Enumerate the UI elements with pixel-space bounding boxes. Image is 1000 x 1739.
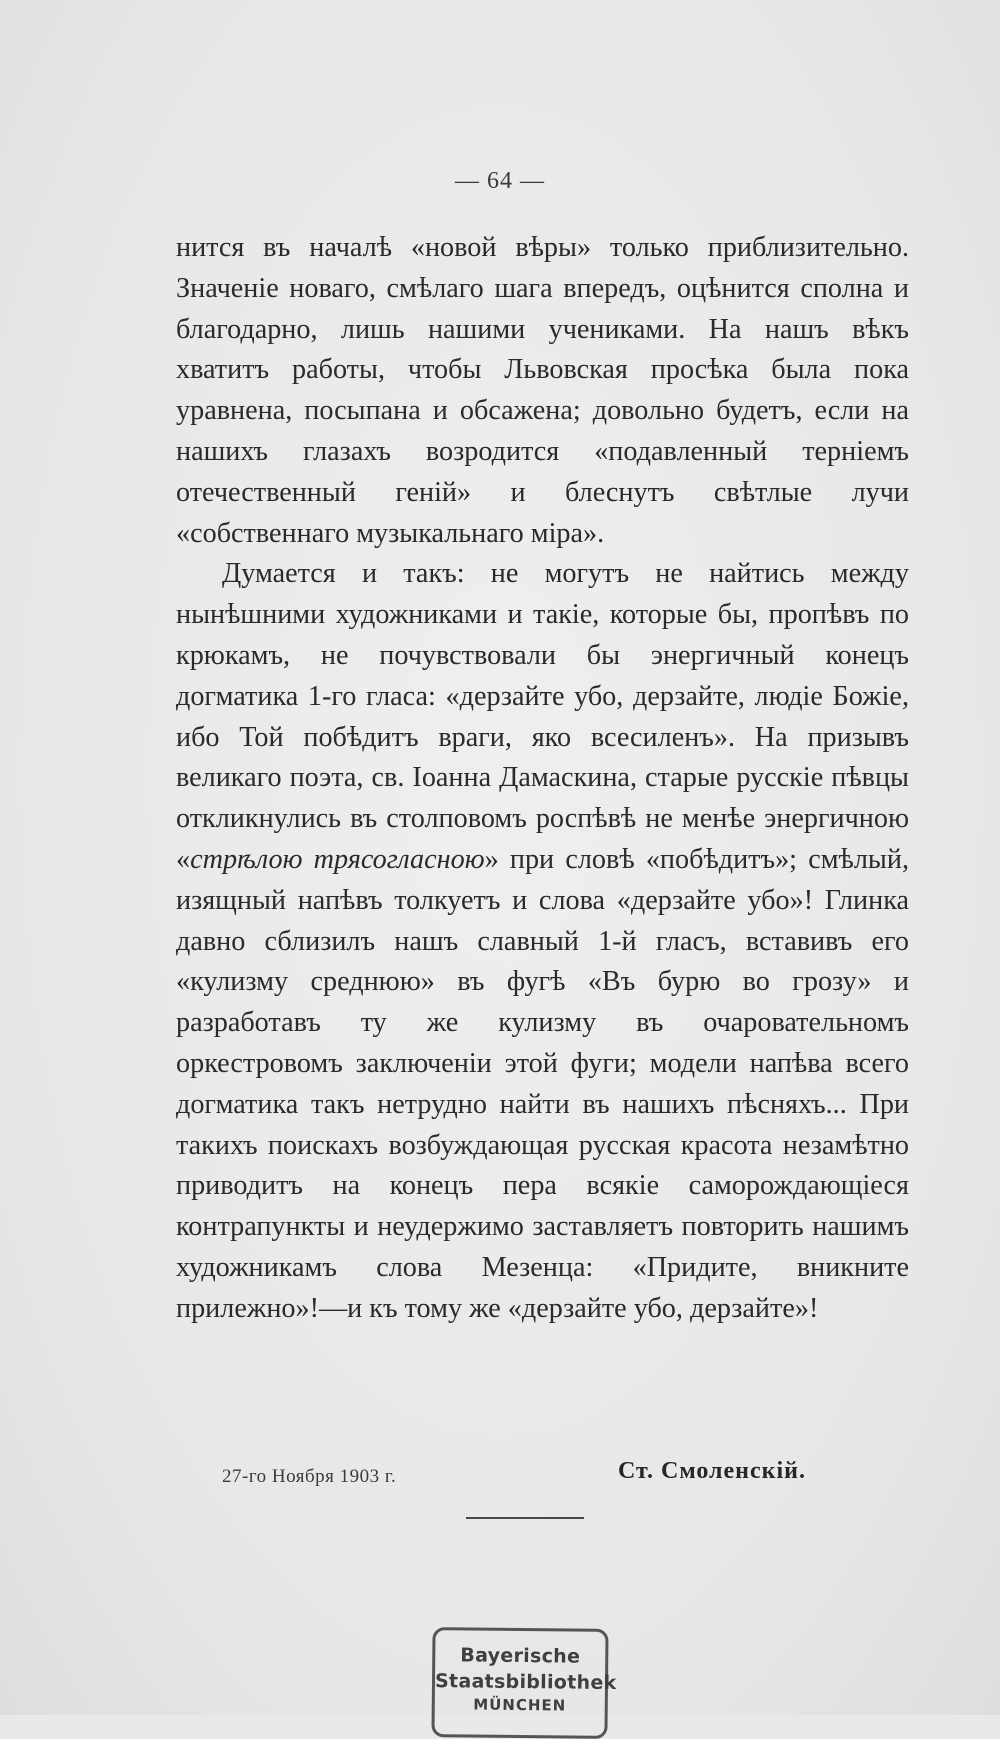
paragraph-2 bbox=[176, 554, 909, 1329]
paragraph-2-part-2: » при словѣ «побѣдитъ»; смѣлый, изящный напѣвъ толкуетъ и слова «дерзайте убо»! Глинка давно сблизилъ нашъ славный 1-й гласъ, вставивъ его «кулизму среднюю» въ фугѣ «Въ бурю во грозу» и разработавъ ту же кулизму въ очаровательномъ оркестровомъ заключеніи этой фуги; модели напѣва всего догматика такъ нетрудно найти въ нашихъ пѣсняхъ... При такихъ поискахъ возбуждающая русская красота незамѣтно приводитъ на конецъ пера всякіе саморождающіеся контрапункты и неудержимо заставляетъ повторить нашимъ художникамъ слова Мезенца: «Придите, вникните прилежно»!—и къ тому же «дерзайте убо, дерзайте»! bbox=[176, 843, 909, 1324]
paragraph-2-part-1: Думается и такъ: не могутъ не найтись между нынѣшними художниками и такіе, которые бы, пропѣвъ по крюкамъ, не почувствовали бы энергичный конецъ догматика 1-го гласа: «дерзайте убо, дерзайте, людіе Божіе, ибо Той побѣдитъ враги, яко всесиленъ». На призывъ великаго поэта, св. Іоанна Дамаскина, старые русскіе пѣвцы откликнулись въ столповомъ роспѣвѣ не менѣе энергичною « bbox=[176, 558, 909, 875]
signature-row bbox=[0, 1458, 1000, 1498]
stamp-line-3: MÜNCHEN bbox=[473, 1695, 567, 1715]
stamp-line-1: Bayerische bbox=[460, 1644, 581, 1668]
stamp-line-2: Staatsbibliothek bbox=[434, 1670, 617, 1695]
page-number: — 64 — bbox=[455, 168, 545, 194]
library-stamp bbox=[431, 1627, 617, 1739]
signature-date: 27-го Ноября 1903 г. bbox=[222, 1466, 397, 1487]
body-text bbox=[176, 228, 909, 1330]
signature-author: Ст. Смоленскій. bbox=[618, 1458, 806, 1484]
closing-rule bbox=[466, 1517, 584, 1519]
paragraph-2-italic: стрѣлою трясогласною bbox=[190, 843, 485, 875]
paragraph-1: нится въ началѣ «новой вѣры» только приблизительно. Значеніе новаго, смѣлаго шага впередъ, оцѣнится сполна и благодарно, лишь нашими учениками. На нашъ вѣкъ хватитъ работы, чтобы Львовская просѣка была пока уравнена, посыпана и обсажена; довольно будетъ, если на нашихъ глазахъ возродится «подавленный терніемъ отечественный геній» и блеснутъ свѣтлые лучи «собственнаго музыкальнаго міра». bbox=[176, 232, 909, 549]
